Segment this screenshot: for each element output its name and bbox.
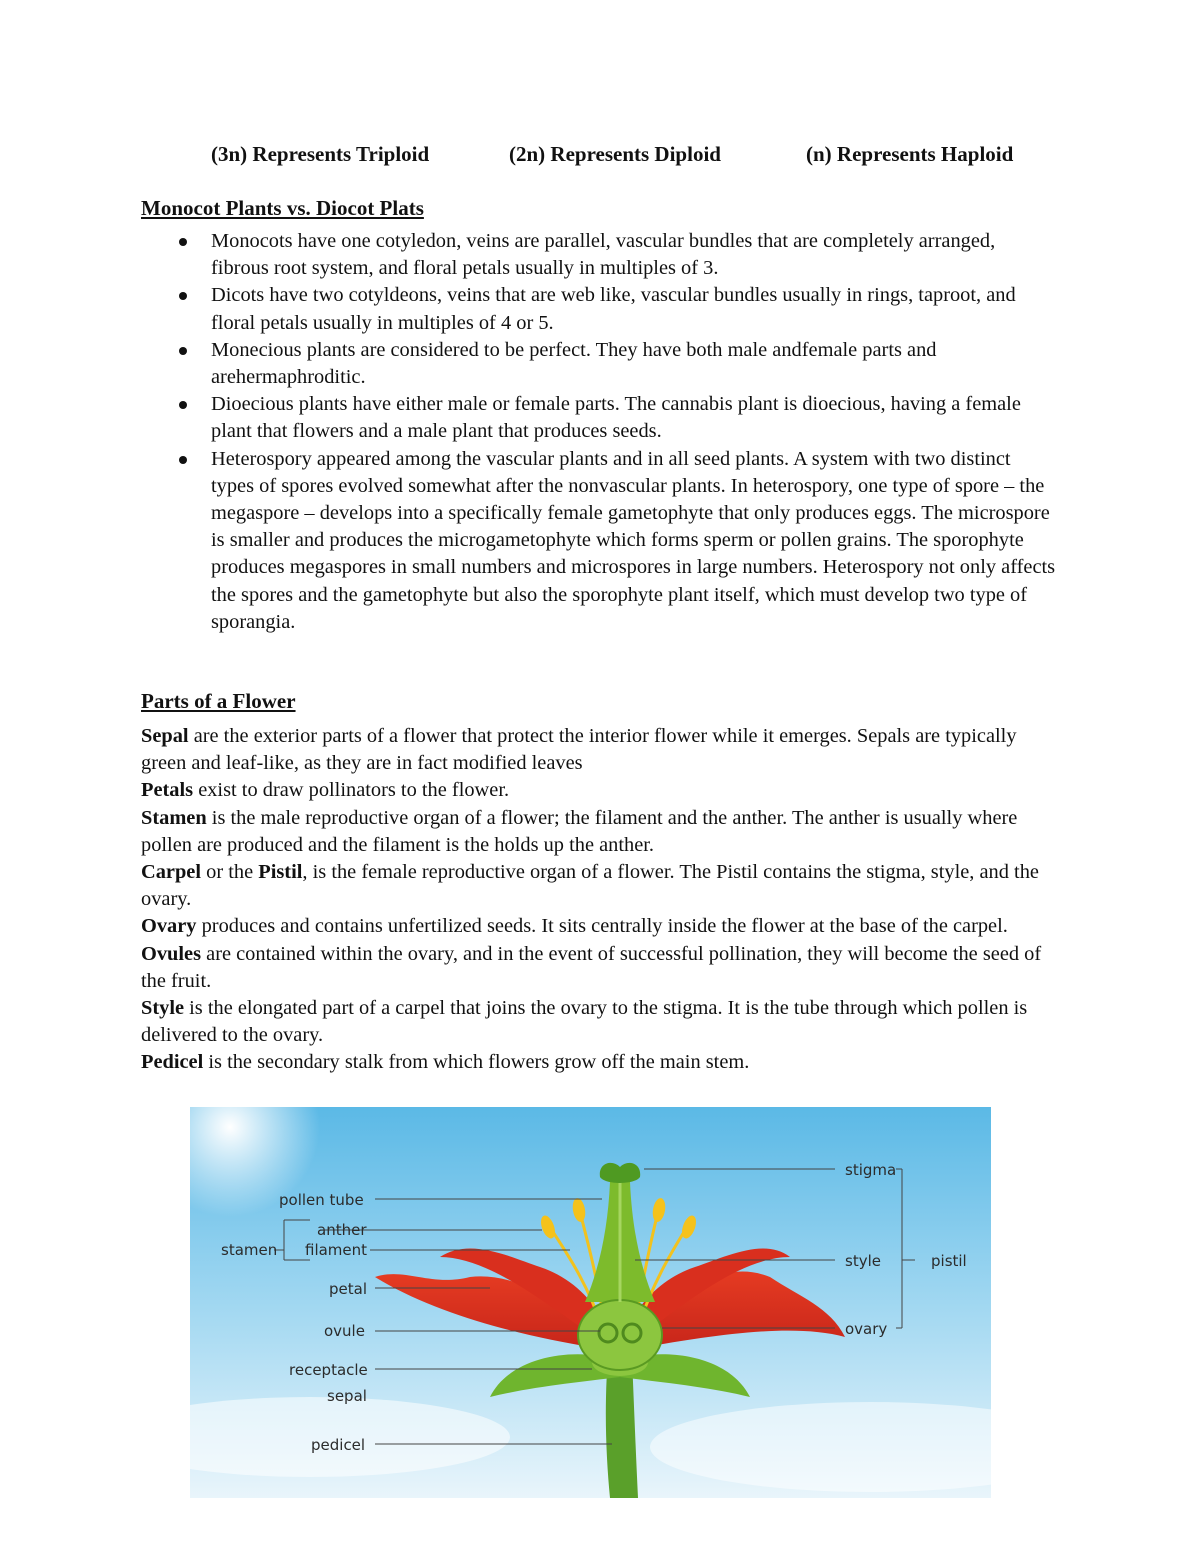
label-ovary: ovary xyxy=(845,1320,888,1338)
flower-diagram-svg xyxy=(190,1107,991,1498)
flower-diagram xyxy=(190,1107,991,1498)
list-item: Dicots have two cotyldeons, veins that are web like, vascular bundles usually in rings, taproot, and floral petals usually in multiples of 4 or 5. xyxy=(141,282,1056,336)
definition-carpel xyxy=(141,859,1061,913)
list-item: Monecious plants are considered to be perfect. They have both male andfemale parts and arehermaphroditic. xyxy=(141,337,1056,391)
term-ovules: Ovules xyxy=(141,942,202,965)
definition-text: are the exterior parts of a flower that protect the interior flower while it emerges. Sepals are typically green and leaf-like, as they are in fact modified leaves xyxy=(141,725,1017,775)
label-receptacle: receptacle xyxy=(289,1361,368,1379)
haploid-label: (n) Represents Haploid xyxy=(806,142,1014,166)
definition-petals xyxy=(141,777,1061,804)
term-sepal: Sepal xyxy=(141,725,189,747)
definition-text: or the xyxy=(201,861,259,884)
term-style: Style xyxy=(141,997,185,1020)
term-stamen: Stamen xyxy=(141,806,207,829)
triploid-label: (3n) Represents Triploid xyxy=(211,142,430,166)
ovary-shape xyxy=(578,1300,662,1370)
definition-text: produces and contains unfertilized seeds. It sits centrally inside the flower at the base of the carpel. xyxy=(196,915,1008,938)
label-petal: petal xyxy=(329,1280,367,1298)
flower-definitions xyxy=(141,723,1061,1077)
term-pistil: Pistil xyxy=(258,861,303,884)
definition-text: is the secondary stalk from which flowers grow off the main stem. xyxy=(203,1051,750,1074)
label-pistil: pistil xyxy=(931,1252,967,1270)
term-petals: Petals xyxy=(141,779,194,802)
list-item: Dioecious plants have either male or female parts. The cannabis plant is dioecious, having a female plant that flowers and a male plant that produces seeds. xyxy=(141,391,1056,445)
definition-text: are contained within the ovary, and in the event of successful pollination, they will become the seed of the fruit. xyxy=(141,942,1042,992)
label-filament: filament xyxy=(305,1241,368,1259)
label-pollen-tube: pollen tube xyxy=(279,1191,364,1209)
definition-stamen xyxy=(141,805,1061,859)
label-style: style xyxy=(845,1252,881,1270)
definition-pedicel xyxy=(141,1049,1061,1076)
monocot-dicot-heading: Monocot Plants vs. Diocot Plats xyxy=(141,196,424,220)
label-stamen: stamen xyxy=(221,1241,278,1259)
label-pedicel: pedicel xyxy=(311,1436,366,1454)
definition-sepal xyxy=(141,723,1061,777)
ploidy-legend xyxy=(0,142,1200,172)
definition-text: exist to draw pollinators to the flower. xyxy=(193,779,510,802)
definition-text: , is the female reproductive organ of a flower. The Pistil contains the stigma, style, and the ovary. xyxy=(141,861,1039,911)
list-item: Heterospory appeared among the vascular plants and in all seed plants. A system with two distinct types of spores evolved somewhat after the nonvascular plants. In heterospory, one type of spore – the megaspore – develops into a specifically female gametophyte that only produces eggs. The microspore is smaller and produces the microgametophyte which forms sperm or pollen grains. The sporophyte produces megaspores in small numbers and microspores in large numbers. Heterospory not only affects the spores and the gametophyte but also the sporophyte plant itself, which must develop two type of sporangia. xyxy=(141,446,1056,636)
label-ovule: ovule xyxy=(324,1322,365,1340)
definition-ovary xyxy=(141,913,1061,940)
definition-ovules xyxy=(141,941,1061,995)
monocot-dicot-list xyxy=(141,228,1056,636)
label-sepal: sepal xyxy=(327,1387,367,1405)
list-item: Monocots have one cotyledon, veins are parallel, vascular bundles that are completely arranged, fibrous root system, and floral petals usually in multiples of 3. xyxy=(141,228,1056,282)
definition-style xyxy=(141,995,1061,1049)
term-ovary: Ovary xyxy=(141,915,197,938)
diploid-label: (2n) Represents Diploid xyxy=(509,142,721,166)
parts-of-flower-heading: Parts of a Flower xyxy=(141,689,296,713)
definition-text: is the elongated part of a carpel that joins the ovary to the stigma. It is the tube through which pollen is delivered to the ovary. xyxy=(141,997,1028,1047)
term-carpel: Carpel xyxy=(141,861,202,884)
term-pedicel: Pedicel xyxy=(141,1051,204,1074)
definition-text: is the male reproductive organ of a flower; the filament and the anther. The anther is usually where pollen are produced and the filament is the holds up the anther. xyxy=(141,806,1018,856)
label-anther: anther xyxy=(317,1221,367,1239)
label-stigma: stigma xyxy=(845,1161,897,1179)
